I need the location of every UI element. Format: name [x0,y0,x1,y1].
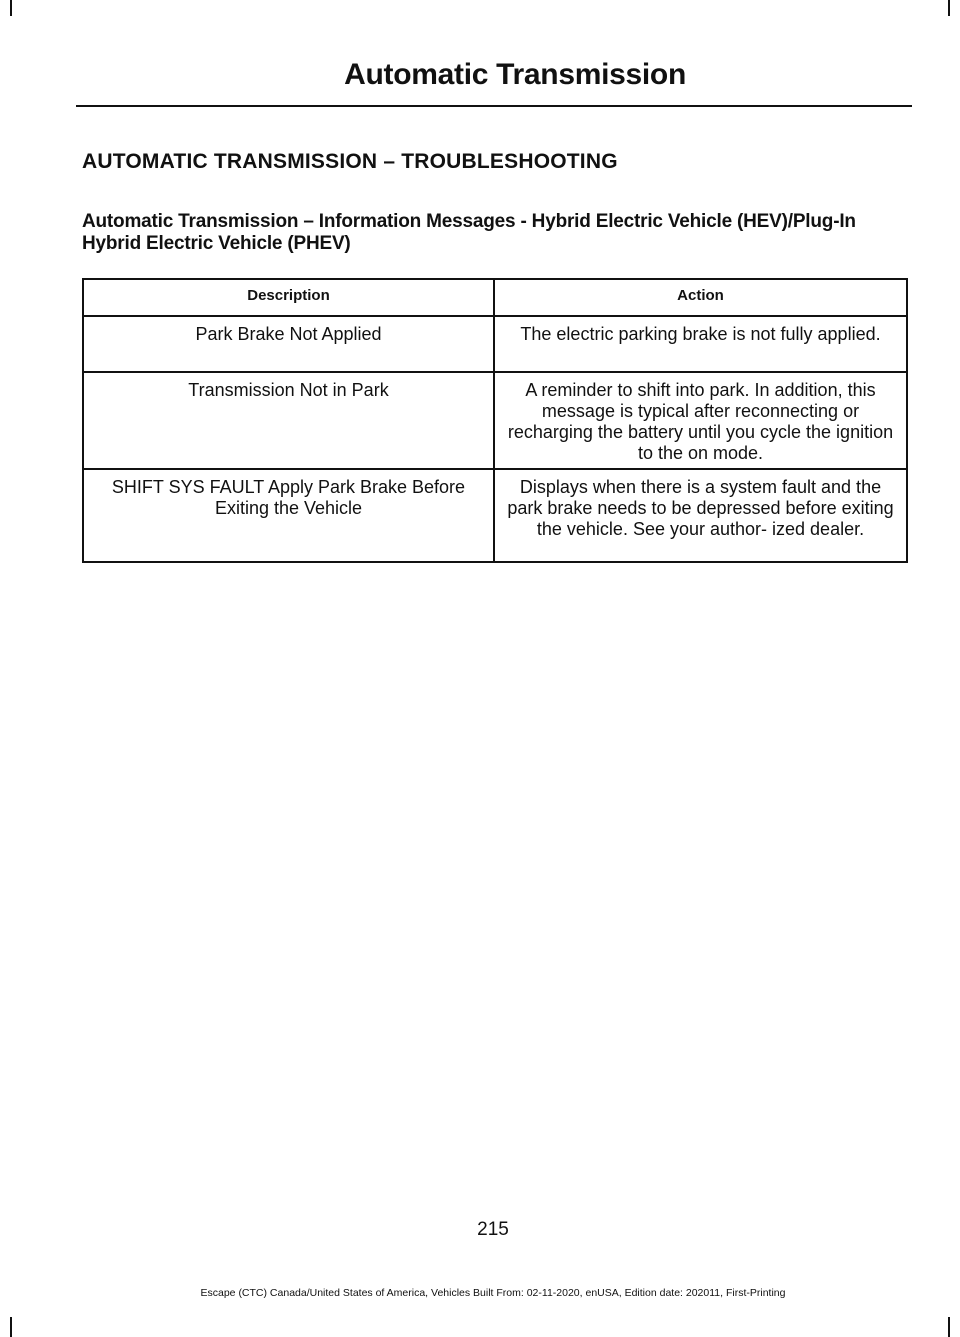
column-header-description: Description [83,279,494,316]
information-messages-table [82,278,908,563]
table-row [83,372,907,469]
action-cell: Displays when there is a system fault and the park brake needs to be depressed before exiting the vehicle. See your author- ized dealer. [494,469,907,562]
footer-edition-info: Escape (CTC) Canada/United States of America, Vehicles Built From: 02-11-2020, enUSA, Edition date: 202011, First-Printing [200,1287,786,1299]
column-header-action: Action [494,279,907,316]
running-header: Automatic Transmission [344,58,686,91]
crop-mark-top-left [10,0,12,16]
table-row [83,316,907,372]
section-title: AUTOMATIC TRANSMISSION – TROUBLESHOOTING [82,150,618,173]
description-cell: SHIFT SYS FAULT Apply Park Brake Before Exiting the Vehicle [83,469,494,562]
description-cell: Park Brake Not Applied [83,316,494,372]
table-header-row [83,279,907,316]
table-row [83,469,907,562]
crop-mark-bottom-left [10,1317,12,1337]
crop-mark-bottom-right [948,1317,950,1337]
table-caption: Automatic Transmission – Information Messages - Hybrid Electric Vehicle (HEV)/Plug-In Hybrid Electric Vehicle (PHEV) [82,211,856,254]
action-cell: The electric parking brake is not fully applied. [494,316,907,372]
description-cell: Transmission Not in Park [83,372,494,469]
crop-mark-top-right [948,0,950,16]
page-number: 215 [477,1219,509,1240]
action-cell: A reminder to shift into park. In addition, this message is typical after reconnecting or recharging the battery until you cycle the ignition to the on mode. [494,372,907,469]
header-divider [76,105,912,107]
